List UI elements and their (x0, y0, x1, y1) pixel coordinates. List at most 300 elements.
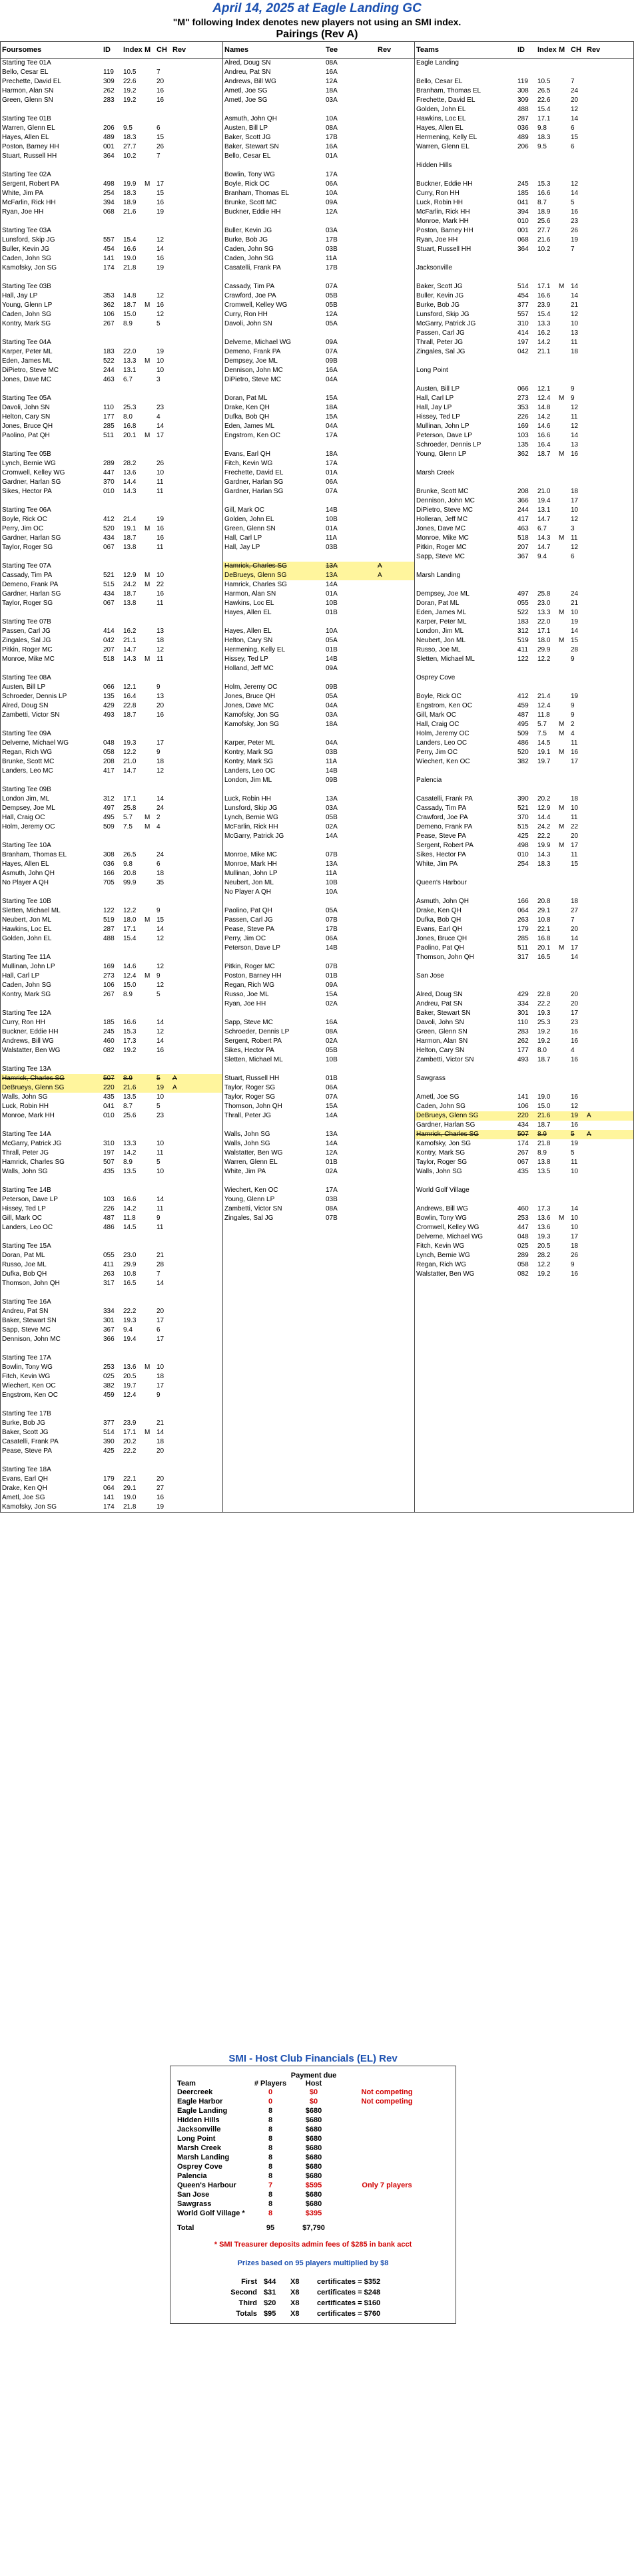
player-m (143, 291, 155, 301)
player-ch: 14 (571, 190, 579, 197)
player-id: 487 (103, 1214, 115, 1222)
player-rev (171, 422, 186, 431)
player-name: Lynch, Bernie WG (224, 814, 278, 821)
player-name: Zambetti, Victor SN (2, 711, 60, 719)
player-index: 26.5 (123, 851, 137, 858)
player-index: 21.6 (123, 208, 137, 216)
player-rev (376, 636, 391, 645)
player-rev (585, 934, 600, 944)
player-rev (376, 990, 391, 1000)
player-index: 9.4 (537, 553, 547, 560)
player-name: Russo, Joe ML (2, 1261, 47, 1268)
player-index: 18.7 (537, 1121, 551, 1129)
name-row (223, 823, 414, 832)
player-rev (171, 1419, 186, 1428)
prize-count: X8 (290, 2310, 300, 2318)
group-heading-label: Long Point (416, 367, 448, 374)
player-name: Fitch, Kevin WG (224, 460, 273, 467)
player-rev (171, 487, 186, 496)
player-id: 498 (103, 180, 115, 188)
player-ch: 18 (571, 898, 579, 905)
name-row (223, 562, 414, 571)
name-row (223, 459, 414, 468)
player-tee: 14B (326, 767, 338, 775)
player-tee: 07A (326, 488, 338, 495)
player-name: Green, Glenn SN (2, 96, 53, 104)
player-ch: 16 (571, 1056, 579, 1063)
player-rev (585, 860, 600, 869)
player-row (415, 608, 633, 618)
player-ch: 12 (571, 516, 579, 523)
player-id: 285 (517, 935, 529, 942)
group-heading-label: Marsh Landing (416, 572, 461, 579)
player-row (1, 1493, 222, 1503)
player-index: 16.6 (537, 292, 551, 299)
player-row (1, 981, 222, 990)
player-name: Dufka, Bob QH (224, 413, 270, 421)
team-note (337, 2143, 437, 2153)
player-rev (585, 729, 600, 739)
player-name: Evans, Earl QH (416, 926, 462, 933)
player-rev (585, 599, 600, 608)
player-name: Andreu, Pat SN (2, 1308, 49, 1315)
player-index: 12.2 (123, 749, 137, 756)
player-id: 001 (103, 143, 115, 150)
player-ch: 35 (157, 879, 164, 886)
player-rev (585, 1167, 600, 1177)
player-rev (376, 1111, 391, 1121)
player-tee: 03B (326, 246, 338, 253)
player-index: 14.3 (537, 534, 551, 542)
player-name: DiPietro, Steve MC (2, 367, 59, 374)
player-id: 055 (517, 600, 529, 607)
player-name: Helton, Cary SN (416, 1047, 465, 1054)
player-row (415, 105, 633, 114)
player-ch: 16 (157, 255, 164, 262)
player-id: 518 (517, 534, 529, 542)
player-index: 25.8 (123, 805, 137, 812)
player-index: 25.8 (537, 590, 551, 598)
name-row (223, 534, 414, 543)
player-id: 025 (103, 1373, 115, 1380)
name-row (223, 711, 414, 720)
player-name: Holm, Jeremy OC (2, 823, 55, 830)
player-m (143, 142, 155, 152)
player-id: 119 (103, 69, 114, 76)
player-m (143, 1503, 155, 1512)
player-name: Doran, Pat ML (416, 600, 460, 607)
player-index: 25.3 (537, 1019, 551, 1026)
name-row (223, 972, 414, 981)
team-players: 7 (268, 2181, 273, 2189)
group-heading (1, 1409, 222, 1419)
player-id: 377 (517, 301, 529, 309)
player-row (415, 1270, 633, 1279)
player-row (415, 1204, 633, 1214)
player-ch: 5 (157, 1103, 160, 1110)
player-name: Asmuth, John QH (2, 870, 55, 877)
player-id: 106 (103, 982, 115, 989)
player-rev (376, 1158, 391, 1167)
player-row (1, 133, 222, 142)
player-tee: 12A (326, 78, 338, 85)
team-name: Sawgrass (177, 2200, 212, 2208)
player-ch: 14 (571, 954, 579, 961)
player-id: 254 (103, 190, 115, 197)
player-rev (171, 1437, 186, 1447)
player-rev (585, 618, 600, 627)
player-ch: 11 (571, 739, 578, 747)
player-row (415, 87, 633, 96)
player-name: Green, Glenn SN (224, 525, 276, 532)
player-id: 067 (103, 600, 115, 607)
name-row (223, 189, 414, 198)
spacer (1, 552, 222, 562)
group-heading-label: Starting Tee 14B (2, 1187, 51, 1194)
player-id: 177 (103, 413, 115, 421)
player-row (1, 869, 222, 878)
player-index: 18.0 (123, 916, 137, 924)
player-m: M (145, 357, 151, 365)
player-name: Walls, John SG (2, 1168, 48, 1175)
player-m (557, 1204, 569, 1214)
player-name: White, Jim PA (224, 1168, 266, 1175)
player-index: 13.5 (123, 1093, 137, 1101)
player-tee: 13A (326, 795, 338, 803)
player-tee: 07B (326, 916, 338, 924)
financials-row (177, 2190, 449, 2199)
player-rev (376, 338, 391, 347)
player-index: 14.2 (537, 413, 551, 421)
team-payment: $680 (305, 2200, 322, 2208)
player-ch: 10 (157, 1364, 164, 1371)
player-row (415, 1121, 633, 1130)
team-name: Long Point (177, 2135, 216, 2143)
player-index: 22.8 (537, 991, 551, 998)
player-tee: 02A (326, 1000, 338, 1008)
player-rev (171, 1493, 186, 1503)
player-ch: 4 (157, 413, 160, 421)
player-id: 122 (517, 655, 529, 663)
player-name: Demeno, Frank PA (2, 581, 59, 588)
name-row (223, 1000, 414, 1009)
player-id: 557 (103, 236, 115, 244)
prize-note: Prizes based on 95 players multiplied by $8 (237, 2259, 389, 2267)
player-rev (171, 1363, 186, 1372)
player-name: Andrews, Bill WG (224, 78, 276, 85)
player-rev (171, 748, 186, 757)
player-name: Wiechert, Ken OC (224, 1187, 278, 1194)
player-name: McFarlin, Rick HH (2, 199, 56, 206)
player-id: 244 (103, 367, 115, 374)
player-ch: 17 (157, 432, 164, 439)
player-m (557, 524, 569, 534)
player-row (415, 1027, 633, 1037)
group-heading-label: Palencia (416, 777, 442, 784)
player-row (415, 934, 633, 944)
player-rev (585, 1093, 600, 1102)
player-m: M (559, 395, 565, 402)
name-row (223, 468, 414, 478)
name-row (223, 87, 414, 96)
header-teams: Teams (416, 46, 440, 54)
player-m (557, 1027, 569, 1037)
player-name: McGarry, Patrick JG (224, 832, 284, 840)
spacer (1, 1232, 222, 1242)
player-name: Hall, Carl LP (416, 395, 454, 402)
player-rev (585, 739, 600, 748)
player-rev (376, 1027, 391, 1037)
player-m (143, 767, 155, 776)
player-name: Walls, John SG (224, 1131, 270, 1138)
player-id: 507 (103, 1159, 115, 1166)
player-row (1, 748, 222, 757)
group-heading-label: Jacksonville (416, 264, 452, 272)
player-id: 263 (517, 916, 529, 924)
player-rev (171, 599, 186, 608)
player-index: 23.0 (123, 1252, 137, 1259)
player-id: 067 (103, 544, 115, 551)
player-m (557, 245, 569, 254)
group-heading-label: Starting Tee 02A (2, 171, 51, 178)
player-name: Sikes, Hector PA (224, 1047, 274, 1054)
player-name: Alred, Doug SN (416, 991, 463, 998)
player-name: Lynch, Bernie WG (2, 460, 56, 467)
player-name: Regan, Rich WG (224, 982, 275, 989)
player-ch: 26 (571, 1252, 579, 1259)
player-id: 208 (517, 488, 529, 495)
player-name: Davoli, John SN (416, 1019, 464, 1026)
player-m: M (559, 721, 565, 728)
player-id: 058 (103, 749, 115, 756)
player-index: 13.5 (123, 1168, 137, 1175)
player-rev (376, 357, 391, 366)
spacer (1, 1055, 222, 1065)
player-name: White, Jim PA (2, 190, 44, 197)
player-name: Holm, Jeremy OC (224, 683, 278, 691)
player-id: 370 (517, 814, 529, 821)
player-ch: 17 (571, 842, 579, 849)
player-row (1, 422, 222, 431)
player-ch: 15 (571, 637, 579, 644)
player-id: 058 (517, 1261, 529, 1268)
player-rev (376, 599, 391, 608)
player-id: 010 (517, 218, 529, 225)
name-row (223, 142, 414, 152)
player-id: 509 (103, 823, 115, 830)
player-name: Caden, John SG (224, 246, 274, 253)
player-id: 174 (103, 264, 115, 272)
player-m (143, 487, 155, 496)
player-tee: 05A (326, 637, 338, 644)
player-name: Monroe, Mark HH (224, 860, 277, 868)
player-rev (585, 1046, 600, 1055)
player-ch: 15 (157, 134, 164, 141)
team-name: Marsh Creek (177, 2144, 222, 2152)
player-index: 13.6 (123, 469, 137, 476)
name-row (223, 226, 414, 236)
name-row (223, 506, 414, 515)
player-rev (376, 459, 391, 468)
player-id: 309 (103, 78, 115, 85)
player-ch: 19 (157, 348, 164, 355)
name-row (223, 934, 414, 944)
player-row (1, 1223, 222, 1232)
player-tee: 03A (326, 96, 338, 104)
player-rev (585, 534, 600, 543)
prize-label: Third (238, 2299, 257, 2307)
player-id: 141 (103, 1494, 115, 1501)
player-ch: 15 (157, 190, 164, 197)
player-index: 17.1 (123, 1429, 137, 1436)
player-tee: 14A (326, 581, 338, 588)
player-rev (376, 524, 391, 534)
player-m (143, 310, 155, 319)
player-rev (585, 133, 600, 142)
player-id: 515 (517, 823, 529, 830)
name-row (223, 77, 414, 87)
player-m (557, 618, 569, 627)
group-heading (415, 161, 633, 170)
player-id: 377 (103, 1419, 115, 1427)
group-heading (1, 114, 222, 124)
prize-desc: certificates = $352 (317, 2278, 381, 2286)
player-row (1, 860, 222, 869)
player-ch: 19 (571, 1112, 579, 1119)
player-rev (376, 422, 391, 431)
player-id: 041 (517, 199, 529, 206)
player-m (143, 1149, 155, 1158)
player-ch: 28 (157, 1261, 164, 1268)
player-id: 493 (103, 711, 115, 719)
group-heading (415, 264, 633, 273)
player-rev (171, 478, 186, 487)
player-name: Branham, Thomas EL (2, 851, 67, 858)
player-index: 24.2 (537, 823, 551, 830)
group-heading (415, 878, 633, 888)
player-id: 435 (517, 1168, 529, 1175)
player-index: 15.4 (537, 311, 551, 318)
player-index: 20.5 (537, 1242, 551, 1250)
player-ch: 12 (157, 292, 164, 299)
player-ch: 14 (571, 935, 579, 942)
player-row (1, 1251, 222, 1260)
player-m (557, 934, 569, 944)
player-m (557, 87, 569, 96)
spacer (223, 1177, 414, 1186)
player-id: 367 (517, 553, 529, 560)
player-name: McGarry, Patrick JG (416, 320, 476, 327)
player-index: 13.6 (537, 1224, 551, 1231)
player-row (1, 645, 222, 655)
player-rev (376, 1214, 391, 1223)
player-rev (171, 795, 186, 804)
player-rev (376, 1195, 391, 1204)
player-m (557, 711, 569, 720)
player-index: 14.2 (537, 339, 551, 346)
player-index: 12.4 (537, 395, 551, 402)
player-name: White, Jim PA (416, 860, 458, 868)
player-tee: 01B (326, 972, 338, 980)
player-ch: 2 (157, 814, 160, 821)
player-name: Baker, Stewart SN (2, 1317, 57, 1324)
name-row (223, 1055, 414, 1065)
name-row (223, 571, 414, 580)
player-row (415, 739, 633, 748)
player-ch: 10 (157, 572, 164, 579)
player-rev (585, 608, 600, 618)
player-name: Demeno, Frank PA (416, 823, 473, 830)
player-index: 16.2 (537, 329, 551, 337)
player-index: 13.3 (537, 320, 551, 327)
player-rev (376, 198, 391, 208)
player-m (143, 347, 155, 357)
financials-row (177, 2209, 449, 2218)
spacer (415, 1195, 633, 1204)
player-rev (171, 347, 186, 357)
player-name: Lynch, Bernie WG (416, 1252, 470, 1259)
player-name: Fitch, Kevin WG (2, 1373, 51, 1380)
player-name: Karper, Peter ML (416, 618, 467, 626)
player-index: 18.9 (123, 199, 137, 206)
player-m: M (559, 730, 565, 737)
player-row (1, 208, 222, 217)
player-id: 177 (517, 1047, 529, 1054)
player-id: 263 (103, 1270, 115, 1278)
player-rev (585, 226, 600, 236)
player-name: Buller, Kevin JG (416, 292, 464, 299)
team-payment: $680 (305, 2125, 322, 2133)
player-ch: 18 (157, 637, 164, 644)
player-ch: 19 (157, 1084, 164, 1091)
player-index: 14.5 (537, 739, 551, 747)
player-row (1, 189, 222, 198)
player-name: Young, Glenn LP (2, 301, 53, 309)
player-rev (171, 655, 186, 664)
player-id: 454 (103, 246, 115, 253)
player-tee: 15A (326, 1103, 338, 1110)
player-row (415, 189, 633, 198)
player-m (557, 813, 569, 823)
financials-title: SMI - Host Club Financials (EL) Rev (228, 2053, 398, 2064)
player-id: 394 (517, 208, 529, 216)
player-row (415, 1139, 633, 1149)
player-row (415, 422, 633, 431)
group-heading-label: Sawgrass (416, 1075, 446, 1082)
player-rev (171, 692, 186, 701)
player-m: M (559, 944, 565, 952)
player-tee: 09B (326, 683, 338, 691)
player-m (557, 310, 569, 319)
player-m: M (145, 1429, 151, 1436)
player-row (1, 1503, 222, 1512)
player-name: Poston, Barney HH (224, 972, 282, 980)
player-m (557, 1242, 569, 1251)
player-rev (585, 1027, 600, 1037)
group-heading-label: Eagle Landing (416, 59, 459, 67)
player-rev (585, 1204, 600, 1214)
player-index: 17.1 (537, 283, 551, 290)
player-name: Neubert, Jon ML (416, 637, 466, 644)
group-heading (1, 618, 222, 627)
player-name: Alred, Doug SN (2, 702, 49, 709)
player-index: 8.9 (537, 1149, 547, 1157)
player-rev (585, 804, 600, 813)
player-index: 12.4 (123, 1391, 137, 1399)
player-index: 15.0 (123, 311, 137, 318)
player-id: 273 (103, 972, 115, 980)
player-ch: 5 (157, 1159, 160, 1166)
